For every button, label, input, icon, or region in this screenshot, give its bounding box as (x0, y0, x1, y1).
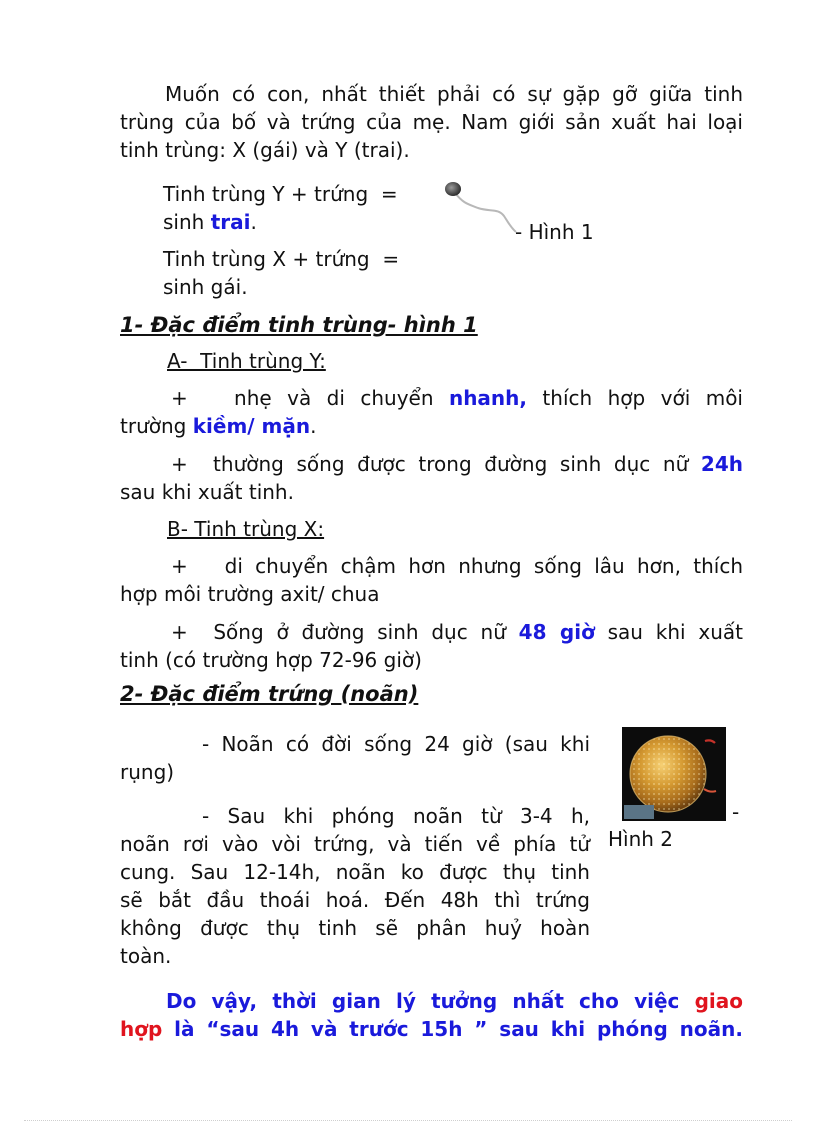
s2-p1-line-1: - Noãn có đời sống 24 giờ (sau khi (202, 732, 590, 756)
s2-p2-line-5: không được thụ tinh sẽ phân huỷ hoàn (120, 916, 590, 940)
section-2-heading: 2- Đặc điểm trứng (noãn) (120, 682, 419, 706)
conclusion-line-2 (120, 1015, 743, 1043)
a1-line2-prefix: trường (120, 414, 193, 438)
egg-svg (622, 727, 726, 821)
b2-prefix: + Sống ở đường sinh dục nữ (171, 620, 519, 644)
b2-suffix: sau khi xuất (594, 620, 743, 644)
b2-line-2: tinh (có trường hợp 72-96 giờ) (120, 648, 422, 672)
s2-p2-line-1: - Sau khi phóng noãn từ 3-4 h, (202, 804, 590, 828)
formula-y-bold: trai (210, 210, 251, 234)
a1-line-2 (120, 412, 316, 440)
formula-y-line-1: Tinh trùng Y + trứng = (163, 182, 398, 206)
intro-line-3: tinh trùng: X (gái) và Y (trai). (120, 138, 410, 162)
sub-heading-a: A- Tinh trùng Y: (167, 349, 326, 373)
a2-prefix: + thường sống được trong đường sinh dục nữ (171, 452, 701, 476)
a1-suffix: thích hợp với môi (527, 386, 743, 410)
a1-line2-bold: kiềm/ mặn (192, 414, 311, 438)
formula-y-line-2 (163, 208, 257, 236)
a1-line-1 (171, 384, 743, 412)
a2-bold: 24h (700, 452, 743, 476)
conclusion-suffix: là “sau 4h và trước 15h ” sau khi phóng noãn. (162, 1017, 743, 1041)
page-bottom-divider (24, 1120, 792, 1121)
formula-x-line-2: sinh gái. (163, 275, 248, 299)
conclusion-line-1 (166, 987, 743, 1015)
a2-line-1 (171, 450, 743, 478)
b2-bold: 48 giờ (518, 620, 595, 644)
b2-line-1 (171, 618, 743, 646)
intro-line-1: Muốn có con, nhất thiết phải có sự gặp gỡ giữa tinh (165, 82, 743, 106)
figure-2-caption: Hình 2 (608, 827, 674, 851)
conclusion-red-1: giao (694, 989, 743, 1013)
a1-prefix: + nhẹ và di chuyển (171, 386, 449, 410)
formula-y-suffix: . (250, 210, 257, 234)
sperm-image (438, 178, 518, 238)
s2-p2-line-2: noãn rơi vào vòi trứng, và tiến về phía tử (120, 832, 590, 856)
intro-line-2: trùng của bố và trứng của mẹ. Nam giới sản xuất hai loại (120, 110, 743, 134)
b1-line-2: hợp môi trường axit/ chua (120, 582, 380, 606)
formula-y-prefix: sinh (163, 210, 211, 234)
s2-p2-line-3: cung. Sau 12-14h, noãn ko được thụ tinh (120, 860, 590, 884)
a1-line2-suffix: . (310, 414, 317, 438)
sub-heading-b: B- Tinh trùng X: (167, 517, 325, 541)
a1-bold: nhanh, (448, 386, 527, 410)
egg-image (622, 727, 726, 821)
a2-line-2: sau khi xuất tinh. (120, 480, 294, 504)
conclusion-prefix: Do vậy, thời gian lý tưởng nhất cho việc (166, 989, 695, 1013)
figure-2-dash: - (732, 800, 740, 824)
section-1-heading: 1- Đặc điểm tinh trùng- hình 1 (120, 313, 478, 337)
formula-x-line-1: Tinh trùng X + trứng = (163, 247, 400, 271)
b1-line-1: + di chuyển chậm hơn nhưng sống lâu hơn, thích (171, 554, 743, 578)
s2-p2-line-6: toàn. (120, 944, 172, 968)
s2-p1-line-2: rụng) (120, 760, 175, 784)
figure-1-caption: - Hình 1 (515, 220, 594, 244)
s2-p2-line-4: sẽ bắt đầu thoái hoá. Đến 48h thì trứng (120, 888, 590, 912)
conclusion-red-2: hợp (120, 1017, 163, 1041)
